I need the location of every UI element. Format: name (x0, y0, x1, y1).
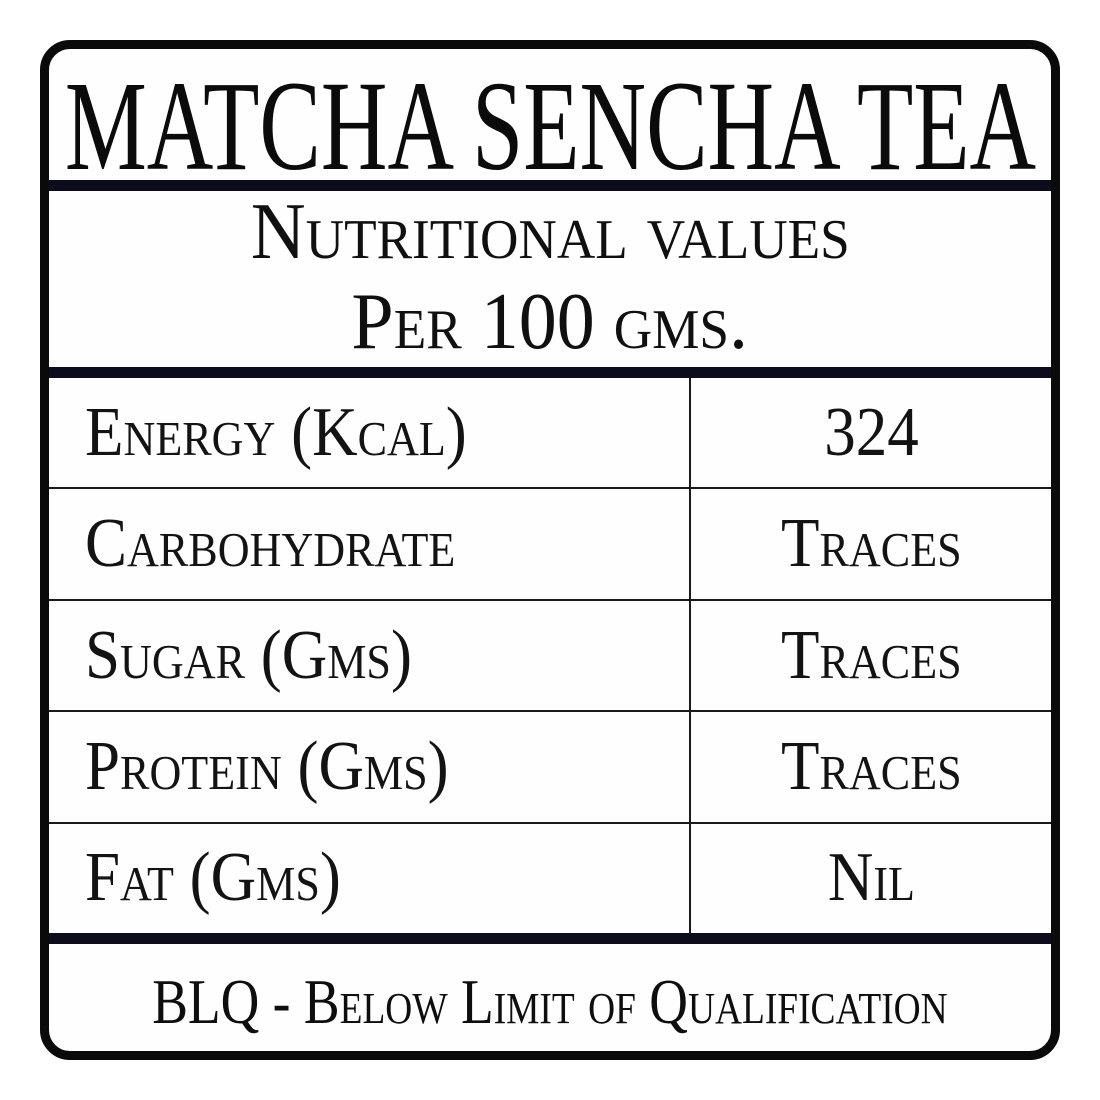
nutrient-name: Energy (Kcal) (85, 393, 467, 471)
nutrient-name: Carbohydrate (85, 505, 456, 583)
nutrient-value-cell (689, 601, 1051, 710)
nutrient-value: Traces (780, 727, 962, 805)
nutrient-name-cell (49, 378, 689, 487)
subtitle-nutritional-values: Nutritional values (250, 188, 850, 276)
nutrient-name-cell (49, 489, 689, 598)
subtitle-line-2 (49, 278, 1051, 366)
subtitle-line-1 (49, 188, 1051, 276)
nutrient-name-cell (49, 712, 689, 821)
nutrient-value-cell (689, 378, 1051, 487)
table-row-protein (49, 710, 1051, 821)
divider-under-subtitle (49, 367, 1051, 378)
subtitle-per-100-gms: Per 100 gms. (351, 278, 749, 366)
nutrition-table (49, 378, 1051, 933)
nutrient-name: Fat (Gms) (85, 839, 341, 917)
nutrient-value-cell (689, 824, 1051, 933)
table-row-energy (49, 378, 1051, 487)
product-title-section (49, 49, 1051, 197)
nutrient-value-cell (689, 489, 1051, 598)
footnote-section (49, 944, 1051, 1051)
nutrition-label-card (40, 40, 1060, 1060)
product-title: MATCHA SENCHA TEA (64, 54, 1036, 197)
nutrient-name-cell (49, 824, 689, 933)
nutrient-value: Nil (827, 839, 915, 917)
divider-above-footnote (49, 933, 1051, 944)
table-row-fat (49, 822, 1051, 933)
nutrient-value: Traces (780, 505, 962, 583)
nutrient-name: Sugar (Gms) (85, 616, 412, 694)
table-row-sugar (49, 599, 1051, 710)
nutrient-value: 324 (823, 393, 919, 471)
nutrient-name: Protein (Gms) (85, 727, 449, 805)
nutrient-name-cell (49, 601, 689, 710)
nutrient-value-cell (689, 712, 1051, 821)
nutrient-value: Traces (780, 616, 962, 694)
subtitle-section (49, 188, 1051, 367)
table-row-carbohydrate (49, 487, 1051, 598)
blq-footnote: BLQ - Below Limit of Qualification (152, 967, 948, 1037)
